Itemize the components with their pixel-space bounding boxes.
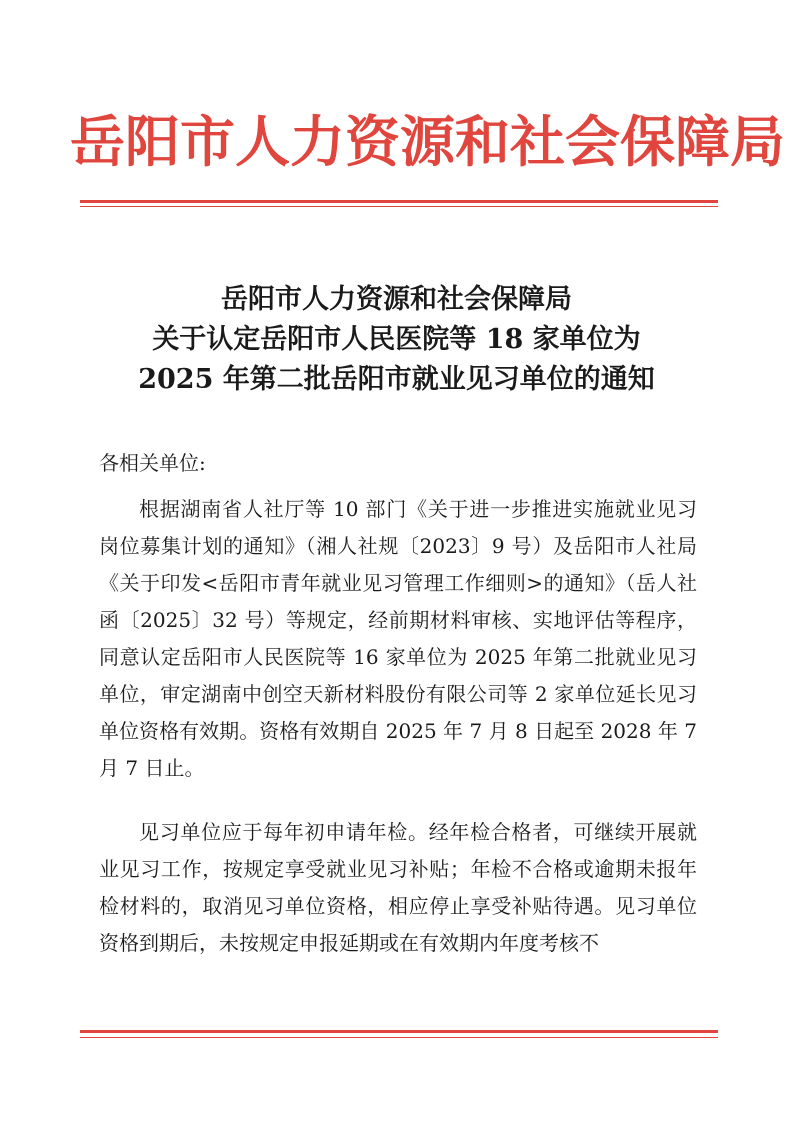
- body-paragraph-1: 根据湖南省人社厅等 10 部门《关于进一步推进实施就业见习岗位募集计划的通知》（湘人社规〔2023〕9 号）及岳阳市人社局《关于印发<岳阳市青年就业见习管理工作细则>的通知》（岳人社函〔2025〕32 号）等规定，经前期材料审核、实地评估等程序，同意认定岳阳市人民医院等 16 家单位为 2025 年第二批就业见习单位，审定湖南中创空天新材料股份有限公司等 2 家单位延长见习单位资格有效期。资格有效期自 2025 年 7 月 8 日起至 2028 年 7 月 7 日止。: [99, 497, 697, 780]
- salutation: 各相关单位:: [99, 451, 206, 475]
- document-title: [40, 280, 753, 400]
- title-line-3: 2025 年第二批岳阳市就业见习单位的通知: [138, 364, 655, 395]
- title-line-2: 关于认定岳阳市人民医院等 18 家单位为: [152, 324, 641, 355]
- title-line-1: 岳阳市人力资源和社会保障局: [221, 284, 572, 315]
- body-paragraph-2: 见习单位应于每年初申请年检。经年检合格者，可继续开展就业见习工作，按规定享受就业见习补贴；年检不合格或逾期未报年检材料的，取消见习单位资格，相应停止享受补贴待遇。见习单位资格到期后，未按规定申报延期或在有效期内年度考核不: [99, 820, 697, 955]
- footer-rule-thin: [80, 1037, 718, 1038]
- footer-rule-thick: [80, 1030, 718, 1033]
- letterhead-rule-thin: [80, 206, 718, 207]
- letterhead-org-name: 岳阳市人力资源和社会保障局: [70, 109, 786, 174]
- letterhead-rule-thick: [80, 200, 718, 203]
